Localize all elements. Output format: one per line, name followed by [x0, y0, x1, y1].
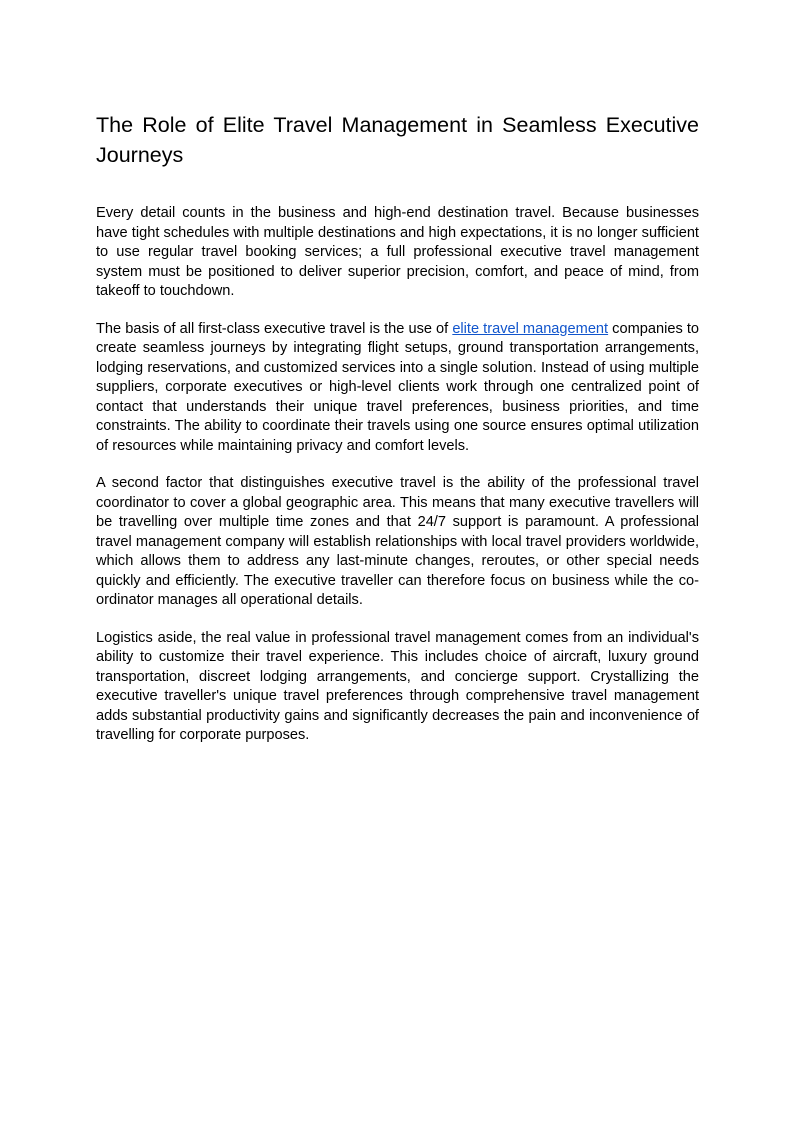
paragraph-global-coverage: A second factor that distinguishes executive travel is the ability of the professional travel coordinator to cover a global geographic area. This means that many executive travellers will be travelling over multiple time zones and that 24/7 support is paramount. A professional travel management company will establish relationships with local travel providers worldwide, which allows them to address any last-minute changes, reroutes, or other special needs quickly and efficiently. The executive traveller can therefore focus on business while the co-ordinator manages all operational details.	[96, 475, 699, 608]
paragraph-elite-travel-text-after: companies to create seamless journeys by integrating flight setups, ground transportation arrangements, lodging reservations, and customized services into a single solution. Instead of using multiple suppliers, corporate executives or high-level clients work through one centralized point of contact that understands their unique travel preferences, business priorities, and time constraints. The ability to coordinate their travels using one source ensures optimal utilization of resources while maintaining privacy and comfort levels.	[96, 320, 700, 454]
paragraph-customization: Logistics aside, the real value in professional travel management comes from an individual's ability to customize their travel experience. This includes choice of aircraft, luxury ground transportation, discreet lodging arrangements, and concierge support. Crystallizing the executive traveller's unique travel preferences through comprehensive travel management adds substantial productivity gains and significantly decreases the pain and inconvenience of travelling for corporate purposes.	[96, 629, 699, 743]
paragraph-elite-travel-text-before: The basis of all first-class executive travel is the use of	[96, 320, 453, 337]
paragraph-elite-travel	[96, 320, 699, 457]
document-title: The Role of Elite Travel Management in Seamless Executive Journeys	[96, 113, 699, 167]
elite-travel-management-link[interactable]: elite travel management	[452, 320, 609, 337]
paragraph-intro: Every detail counts in the business and high-end destination travel. Because businesses have tight schedules with multiple destinations and high expectations, it is no longer sufficient to use regular travel booking services; a full professional executive travel management system must be positioned to deliver superior precision, comfort, and peace of mind, from takeoff to touchdown.	[96, 205, 699, 299]
